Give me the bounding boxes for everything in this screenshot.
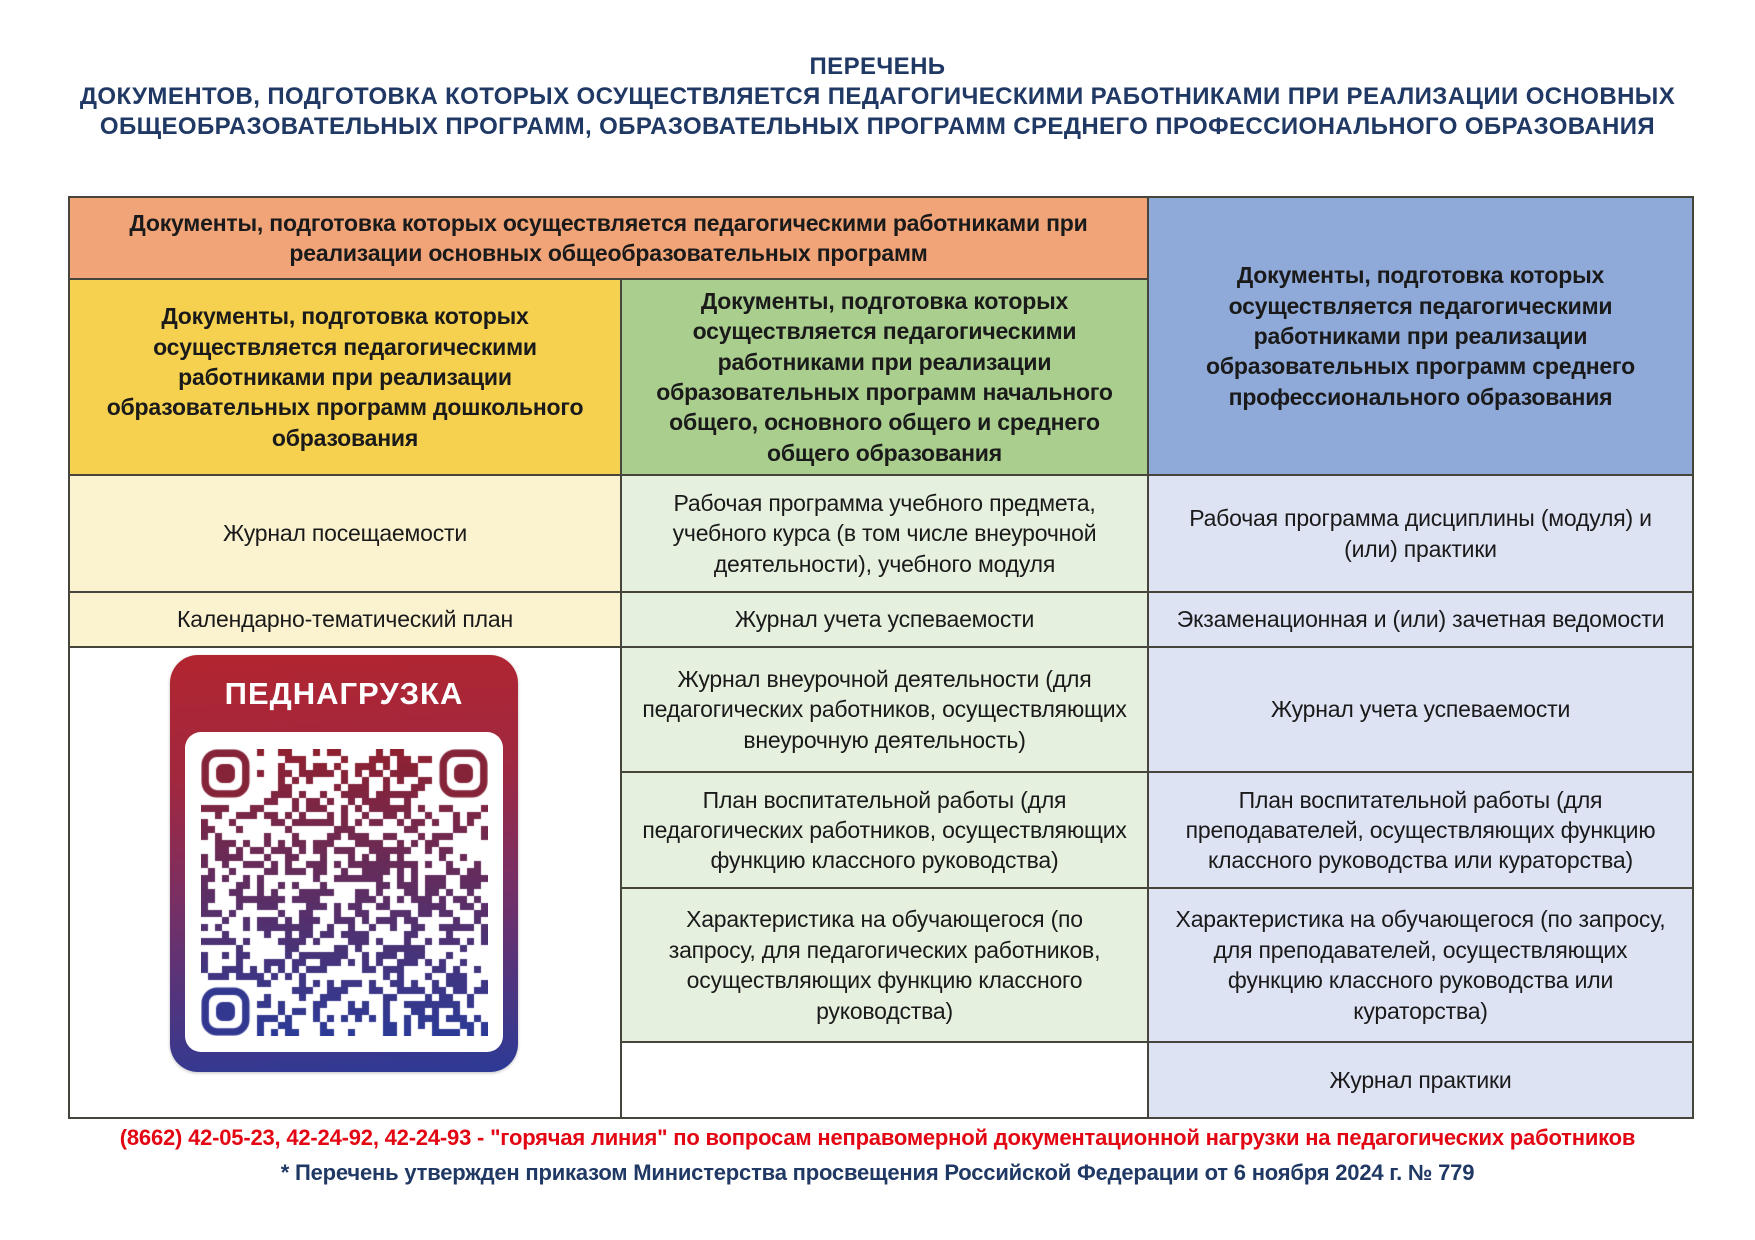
pednagruzka-qr-block	[170, 655, 518, 1072]
cell-school-doc-5: Характеристика на обучающегося (по запросу, для педагогических работников, осуществляющих функцию классного руководства)	[621, 888, 1148, 1042]
cell-school-doc-3: Журнал внеурочной деятельности (для педагогических работников, осуществляющих внеурочную деятельность)	[621, 647, 1148, 772]
cell-school-doc-1: Рабочая программа учебного предмета, учебного курса (в том числе внеурочной деятельности), учебного модуля	[621, 475, 1148, 592]
cell-spo-doc-3: Журнал учета успеваемости	[1148, 647, 1693, 772]
table-row	[69, 475, 1693, 592]
qr-block-title: ПЕДНАГРУЗКА	[224, 675, 464, 711]
qr-code-panel	[185, 732, 503, 1052]
cell-school-doc-4: План воспитательной работы (для педагогических работников, осуществляющих функцию классного руководства)	[621, 772, 1148, 888]
header-spo-programs: Документы, подготовка которых осуществляется педагогическими работниками при реализации образовательных программ среднего профессионального образования	[1148, 197, 1693, 475]
header-general-programs: Документы, подготовка которых осуществляется педагогическими работниками при реализации основных общеобразовательных программ	[69, 197, 1148, 279]
table-row	[69, 592, 1693, 647]
school-column-empty-area	[621, 1042, 1148, 1118]
cell-spo-doc-1: Рабочая программа дисциплины (модуля) и (или) практики	[1148, 475, 1693, 592]
cell-school-doc-2: Журнал учета успеваемости	[621, 592, 1148, 647]
cell-spo-doc-5: Характеристика на обучающегося (по запросу, для преподавателей, осуществляющих функцию классного руководства или кураторства)	[1148, 888, 1693, 1042]
qr-code	[201, 749, 488, 1036]
cell-preschool-doc-1: Журнал посещаемости	[69, 475, 621, 592]
header-school-programs: Документы, подготовка которых осуществляется педагогическими работниками при реализации образовательных программ начального общего, основного общего и среднего общего образования	[621, 279, 1148, 475]
approval-note: * Перечень утвержден приказом Министерства просвещения Российской Федерации от 6 ноября 2024 г. № 779	[280, 1160, 1475, 1185]
cell-preschool-doc-2: Календарно-тематический план	[69, 592, 621, 647]
title-line-2: ДОКУМЕНТОВ, ПОДГОТОВКА КОТОРЫХ ОСУЩЕСТВЛЯЕТСЯ ПЕДАГОГИЧЕСКИМИ РАБОТНИКАМИ ПРИ РЕАЛИЗАЦИИ ОСНОВНЫХ	[79, 83, 1676, 110]
hotline-text: (8662) 42-05-23, 42-24-92, 42-24-93 - "горячая линия" по вопросам неправомерной документационной нагрузки на педагогических работников	[119, 1125, 1636, 1150]
cell-spo-doc-2: Экзаменационная и (или) зачетная ведомости	[1148, 592, 1693, 647]
cell-spo-doc-4: План воспитательной работы (для преподавателей, осуществляющих функцию классного руководства или кураторства)	[1148, 772, 1693, 888]
page-title	[0, 52, 1755, 142]
title-line-3: ОБЩЕОБРАЗОВАТЕЛЬНЫХ ПРОГРАММ, ОБРАЗОВАТЕЛЬНЫХ ПРОГРАММ СРЕДНЕГО ПРОФЕССИОНАЛЬНОГО ОБРАЗОВАНИЯ	[99, 113, 1656, 140]
footer	[0, 1120, 1755, 1190]
header-preschool-programs: Документы, подготовка которых осуществляется педагогическими работниками при реализации образовательных программ дошкольного образования	[69, 279, 621, 475]
table-row	[69, 197, 1693, 279]
cell-spo-doc-6: Журнал практики	[1148, 1042, 1693, 1118]
title-line-1: ПЕРЕЧЕНЬ	[809, 53, 946, 80]
